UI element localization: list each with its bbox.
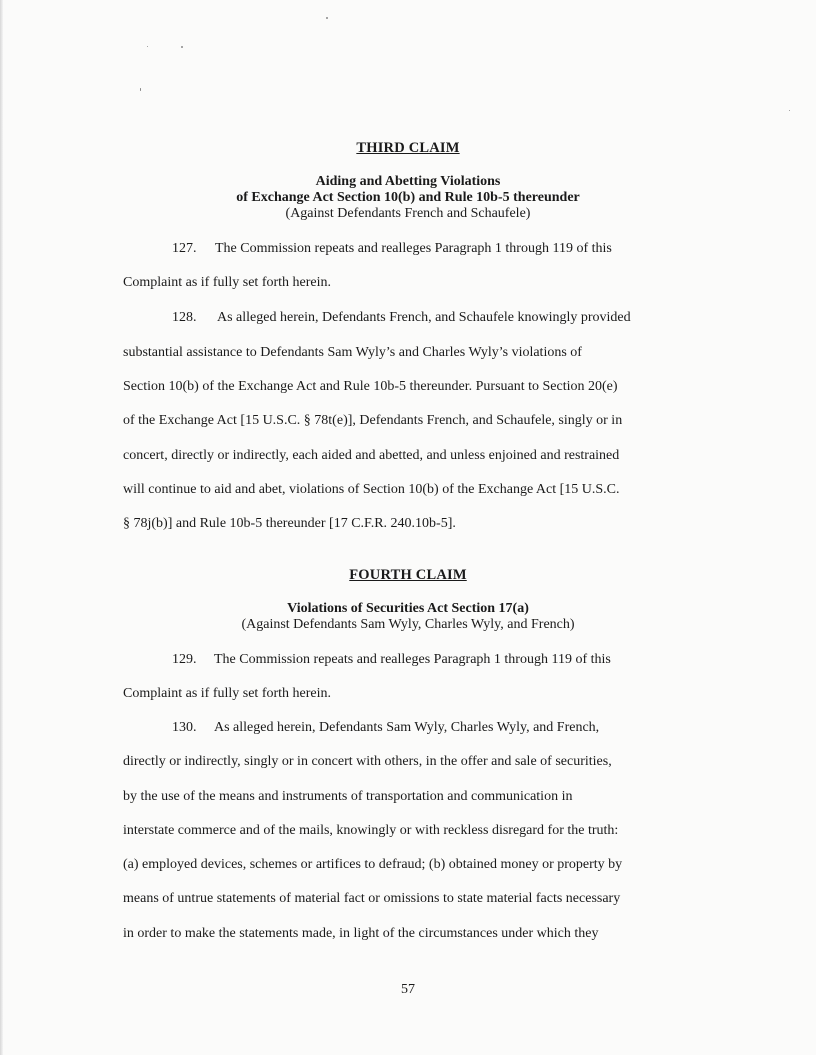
paragraph-128-line: As alleged herein, Defendants French, and Schaufele knowingly provided [217,310,631,325]
paragraph-128-line: § 78j(b)] and Rule 10b-5 thereunder [17 C.F.R. 240.10b-5]. [123,516,456,531]
fourth-claim-against: (Against Defendants Sam Wyly, Charles Wyly, and French) [241,617,575,632]
paragraph-127-line: The Commission repeats and realleges Paragraph 1 through 119 of this [215,241,612,256]
paragraph-128-line: of the Exchange Act [15 U.S.C. § 78t(e)], Defendants French, and Schaufele, singly or in [123,413,623,428]
paragraph-130-line: As alleged herein, Defendants Sam Wyly, Charles Wyly, and French, [214,720,600,735]
paragraph-128-line: substantial assistance to Defendants Sam Wyly’s and Charles Wyly’s violations of [123,345,582,360]
paragraph-128-line: will continue to aid and abet, violations of Section 10(b) of the Exchange Act [15 U.S.C. [123,482,620,497]
paragraph-128-line: Section 10(b) of the Exchange Act and Rule 10b-5 thereunder. Pursuant to Section 20(e) [123,379,618,394]
paragraph-127-number: 127. [172,241,197,256]
paragraph-130-line: means of untrue statements of material fact or omissions to state material facts necessary [123,891,621,906]
fourth-claim-title-line: Violations of Securities Act Section 17(a) [287,601,529,616]
third-claim-against: (Against Defendants French and Schaufele) [285,206,531,221]
fourth-claim-title [0,601,816,633]
paragraph-130-line: in order to make the statements made, in light of the circumstances under which they [123,926,599,941]
fourth-claim-heading: FOURTH CLAIM [349,567,467,583]
paragraph-127-line: Complaint as if fully set forth herein. [123,275,332,290]
scan-speck [326,17,328,19]
page-number: 57 [401,982,415,997]
scan-speck [147,46,148,47]
third-claim-title-line2: of Exchange Act Section 10(b) and Rule 10b-5 thereunder [236,190,580,205]
paragraph-128-line: concert, directly or indirectly, each aided and abetted, and unless enjoined and restrained [123,448,620,463]
third-claim-heading: THIRD CLAIM [356,140,460,156]
paragraph-128-number: 128. [172,310,197,325]
paragraph-130-line: by the use of the means and instruments of transportation and communication in [123,789,573,804]
paragraph-129-line: Complaint as if fully set forth herein. [123,686,332,701]
scan-edge [0,0,3,1055]
scan-speck [789,110,790,111]
third-claim-title-line1: Aiding and Abetting Violations [315,174,501,189]
paragraph-130-line: interstate commerce and of the mails, knowingly or with reckless disregard for the truth: [123,823,619,838]
paragraph-130-line: (a) employed devices, schemes or artifices to defraud; (b) obtained money or property by [123,857,623,872]
paragraph-129-number: 129. [172,652,197,667]
third-claim-title [0,174,816,222]
paragraph-130-line: directly or indirectly, singly or in concert with others, in the offer and sale of securities, [123,754,612,769]
paragraph-129-line: The Commission repeats and realleges Paragraph 1 through 119 of this [214,652,611,667]
scan-speck [181,46,183,48]
scan-speck [140,88,141,91]
paragraph-130-number: 130. [172,720,197,735]
